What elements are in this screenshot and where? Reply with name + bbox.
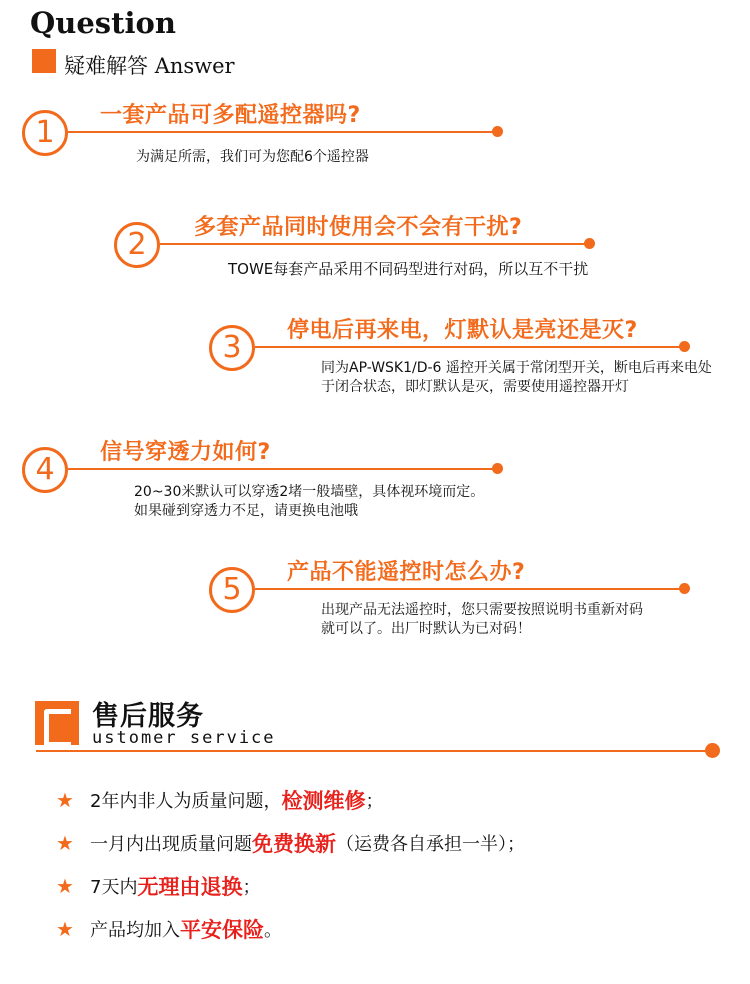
- service-text-end: ；: [365, 791, 384, 812]
- title-marker-square: [32, 49, 56, 73]
- qa-divider-line: [255, 588, 683, 590]
- star-icon: ★: [56, 831, 74, 855]
- qa-number: 1: [35, 115, 55, 150]
- subtitle-cn: 疑难解答: [64, 54, 148, 78]
- service-text: 7天内: [90, 877, 138, 898]
- service-text: 产品均加入: [90, 920, 180, 941]
- line-end-dot: [679, 341, 690, 352]
- qa-question: 产品不能遥控时怎么办?: [287, 560, 526, 585]
- qa-question: 停电后再来电，灯默认是亮还是灭?: [287, 318, 638, 343]
- line-end-dot: [492, 126, 503, 137]
- qa-number: 2: [127, 227, 147, 262]
- qa-answer: 同为AP-WSK1/D-6 遥控开关属于常闭型开关，断电后再来电处于闭合状态，即灯默认是灭，需要使用遥控器开灯: [321, 360, 712, 395]
- service-divider-line: [36, 750, 708, 752]
- star-icon: ★: [56, 874, 74, 898]
- service-item: [56, 871, 260, 901]
- qa-divider-line: [160, 243, 588, 245]
- qa-question: 信号穿透力如何?: [100, 440, 271, 465]
- service-text: 2年内非人为质量问题，: [90, 791, 282, 812]
- service-item: [56, 828, 525, 858]
- qa-answer-line: 出现产品无法遥控时，您只需要按照说明书重新对码: [321, 602, 643, 618]
- page-title: Question: [30, 6, 176, 40]
- qa-divider-line: [255, 346, 683, 348]
- qa-answer-line: 就可以了。出厂时默认为已对码！: [321, 621, 531, 637]
- qa-number: 5: [222, 572, 242, 607]
- service-title: 售后服务: [92, 701, 204, 732]
- subtitle-en: Answer: [154, 54, 235, 78]
- qa-answer: [134, 483, 574, 521]
- service-highlight: 检测维修: [281, 789, 366, 813]
- qa-question: 多套产品同时使用会不会有干扰?: [194, 215, 523, 240]
- qa-answer: TOWE每套产品采用不同码型进行对码，所以互不干扰: [228, 260, 589, 278]
- c-letter-icon: [44, 709, 71, 747]
- service-text-end: ；: [242, 877, 261, 898]
- qa-answer: 为满足所需，我们可为您配6个遥控器: [136, 149, 369, 165]
- qa-divider-line: [68, 131, 498, 133]
- line-end-dot: [705, 743, 720, 758]
- service-subtitle: ustomer service: [92, 728, 276, 748]
- star-icon: ★: [56, 788, 74, 812]
- service-item: [56, 914, 282, 944]
- service-highlight: 免费换新: [252, 832, 336, 856]
- qa-number: 3: [222, 330, 242, 365]
- qa-divider-line: [68, 468, 496, 470]
- qa-question: 一套产品可多配遥控器吗?: [100, 103, 361, 128]
- service-text: 一月内出现质量问题: [90, 834, 252, 855]
- service-highlight: 平安保险: [180, 918, 264, 942]
- service-text-end: （运费各自承担一半）；: [336, 834, 525, 855]
- star-icon: ★: [56, 917, 74, 941]
- service-text-end: 。: [264, 920, 282, 941]
- qa-number: 4: [35, 452, 55, 487]
- qa-answer-line: 如果碰到穿透力不足，请更换电池哦: [134, 503, 358, 519]
- line-end-dot: [584, 238, 595, 249]
- service-highlight: 无理由退换: [137, 875, 243, 899]
- qa-answer-line: 20~30米默认可以穿透2堵一般墙壁，具体视环境而定。: [134, 484, 485, 500]
- page-subtitle: [64, 50, 235, 80]
- line-end-dot: [492, 463, 503, 474]
- qa-answer: [321, 601, 741, 639]
- service-item: [56, 785, 383, 815]
- line-end-dot: [679, 583, 690, 594]
